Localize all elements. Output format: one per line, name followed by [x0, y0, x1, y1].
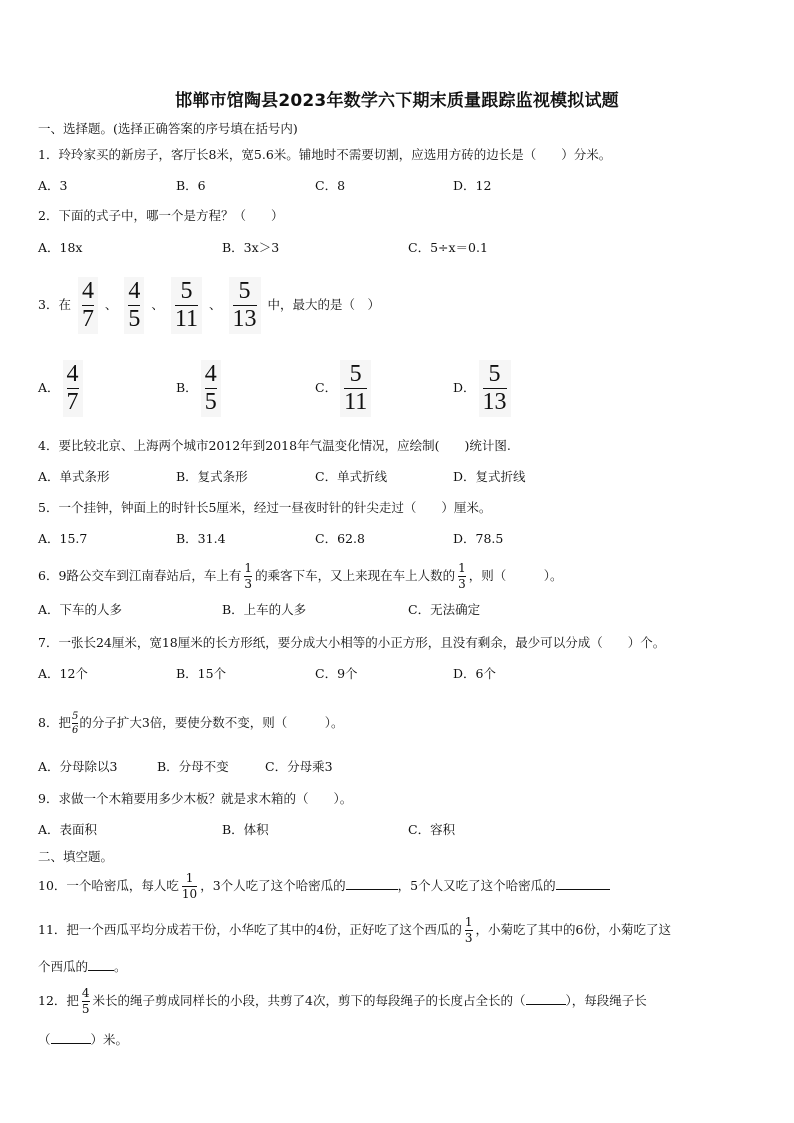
- q1-option-a[interactable]: A．3: [38, 178, 68, 193]
- q3-option-a[interactable]: A． $\frac{4}{7}$: [38, 358, 86, 418]
- q2-option-b[interactable]: B．3x＞3: [222, 240, 280, 255]
- q3-option-b[interactable]: B． $\frac{4}{5}$: [176, 358, 224, 418]
- q3-suffix: 中，最大的是（ ）: [267, 297, 380, 312]
- question-11: 11．把一个西瓜平均分成若干份，小华吃了其中的4份，正好吃了这个西瓜的 $\frac{1}{3}$ ，小菊吃了其中的6份，小菊吃了这: [38, 914, 671, 945]
- q8-option-a[interactable]: A．分母除以3: [38, 759, 118, 774]
- q3-fraction-1: $\frac{4}{7}$: [78, 277, 98, 334]
- q4-option-b[interactable]: B．复式条形: [176, 469, 248, 484]
- q8-option-c[interactable]: C．分母乘3: [265, 759, 333, 774]
- q9-option-c[interactable]: C．容积: [408, 822, 456, 837]
- q12-blank-1[interactable]: [526, 990, 566, 1005]
- q10-fraction: $\frac{1}{10}$: [181, 870, 198, 901]
- q1-option-b[interactable]: B．6: [176, 178, 206, 193]
- question-9: 9．求做一个木箱要用多少木板？就是求木箱的（ ）。: [38, 791, 353, 806]
- q6-fraction-2: $\frac{1}{3}$: [458, 560, 466, 591]
- q12-blank-2[interactable]: [51, 1029, 91, 1044]
- q9-option-a[interactable]: A．表面积: [38, 822, 98, 837]
- section-choice-heading: 一、选择题。(选择正确答案的序号填在括号内): [38, 121, 298, 136]
- q1-option-c[interactable]: C．8: [315, 178, 346, 193]
- q6-fraction-1: $\frac{1}{3}$: [244, 560, 253, 591]
- question-5: 5．一个挂钟，钟面上的时针长5厘米，经过一昼夜时针的针尖走过（ ）厘米。: [38, 500, 492, 515]
- q3-option-d[interactable]: D． $\frac{5}{13}$: [453, 358, 514, 418]
- q7-option-a[interactable]: A．12个: [38, 666, 88, 681]
- question-12: 12．把 $\frac{4}{5}$ 米长的绳子剪成同样长的小段，共剪了4次，剪下的每段绳子的长度占全长的（ ），每段绳子长: [38, 985, 647, 1016]
- q3-fraction-2: $\frac{4}{5}$: [124, 277, 144, 334]
- q6-option-a[interactable]: A．下车的人多: [38, 602, 123, 617]
- q4-option-c[interactable]: C．单式折线: [315, 469, 388, 484]
- q7-option-b[interactable]: B．15个: [176, 666, 227, 681]
- question-6: 6．9路公交车到江南春站后，车上有 $\frac{1}{3}$ 的乘客下车，又上来现在车上人数的 $\frac{1}{3}$ ，则（ ）。: [38, 560, 563, 591]
- q4-option-a[interactable]: A．单式条形: [38, 469, 110, 484]
- question-11-line-2: 个西瓜的 。: [38, 956, 127, 977]
- q11-fraction: $\frac{1}{3}$: [464, 914, 473, 945]
- q3-fraction-3: $\frac{5}{11}$: [171, 277, 202, 334]
- q3-prefix: 3．在: [38, 297, 71, 312]
- q8-option-b[interactable]: B．分母不变: [157, 759, 229, 774]
- question-12-line-2: （ ）米。: [38, 1029, 128, 1050]
- q10-blank-2[interactable]: [556, 875, 610, 890]
- q6-option-b[interactable]: B．上车的人多: [222, 602, 307, 617]
- question-7: 7．一张长24厘米，宽18厘米的长方形纸，要分成大小相等的小正方形，且没有剩余，最少可以分成（ ）个。: [38, 635, 666, 650]
- q5-option-d[interactable]: D．78.5: [453, 531, 504, 546]
- q7-option-d[interactable]: D．6个: [453, 666, 496, 681]
- q6-option-c[interactable]: C．无法确定: [408, 602, 481, 617]
- q1-option-d[interactable]: D．12: [453, 178, 492, 193]
- q5-option-c[interactable]: C．62.8: [315, 531, 365, 546]
- q2-option-c[interactable]: C．5÷x＝0.1: [408, 240, 488, 255]
- q7-option-c[interactable]: C．9个: [315, 666, 358, 681]
- q11-blank[interactable]: [88, 956, 114, 971]
- section-fill-heading: 二、填空题。: [38, 849, 114, 864]
- q8-fraction: $\frac{5}{6}$: [71, 711, 79, 736]
- question-1: 1．玲玲家买的新房子，客厅长8米，宽5.6米。铺地时不需要切割，应选用方砖的边长是（ ）分米。: [38, 147, 612, 162]
- q9-option-b[interactable]: B．体积: [222, 822, 269, 837]
- question-3: 3．在 $\frac{4}{7}$ 、 $\frac{4}{5}$ 、 $\frac{5}{11}$ 、 $\frac{5}{13}$ 中，最大的是（ ）: [38, 275, 380, 335]
- question-8: 8．把 $\frac{5}{6}$ 的分子扩大3倍，要使分数不变，则（ ）。: [38, 711, 344, 736]
- q5-option-a[interactable]: A．15.7: [38, 531, 88, 546]
- q12-fraction: $\frac{4}{5}$: [81, 985, 90, 1016]
- q10-blank-1[interactable]: [346, 875, 398, 890]
- page-title: 邯郸市馆陶县2023年数学六下期末质量跟踪监视模拟试题: [175, 91, 619, 111]
- q3-option-c[interactable]: C． $\frac{5}{11}$: [315, 358, 374, 418]
- question-10: 10．一个哈密瓜，每人吃 $\frac{1}{10}$ ，3个人吃了这个哈密瓜的 ，5个人又吃了这个哈密瓜的: [38, 868, 610, 904]
- q4-option-d[interactable]: D．复式折线: [453, 469, 526, 484]
- q3-fraction-4: $\frac{5}{13}$: [229, 277, 261, 334]
- question-4: 4．要比较北京、上海两个城市2012年到2018年气温变化情况，应绘制( )统计图.: [38, 438, 511, 453]
- q2-option-a[interactable]: A．18x: [38, 240, 83, 255]
- q5-option-b[interactable]: B．31.4: [176, 531, 226, 546]
- question-2: 2．下面的式子中，哪一个是方程？（ ）: [38, 208, 284, 223]
